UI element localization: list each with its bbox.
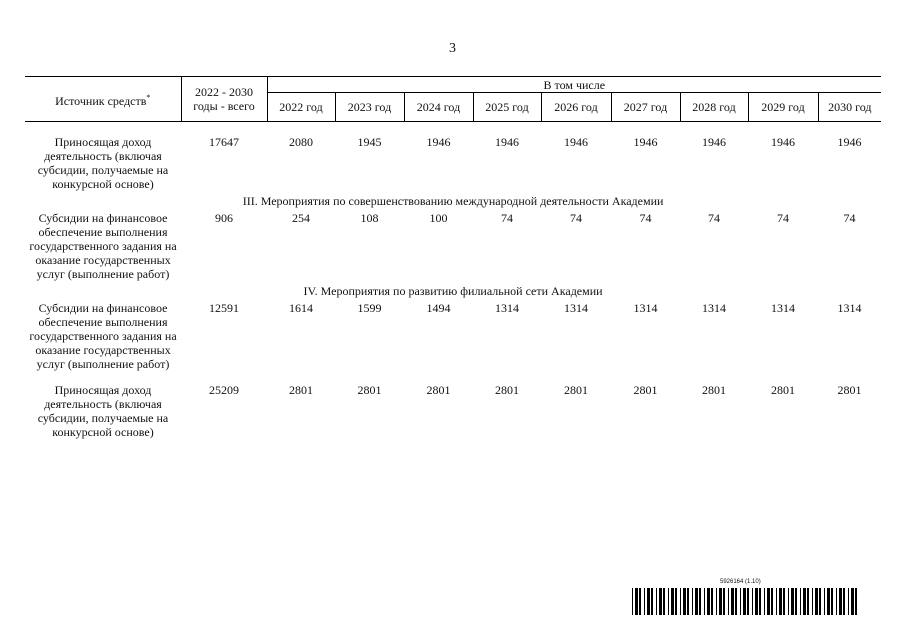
page-number: 3 [449,41,456,56]
row-value: 2801 [633,383,658,397]
header-year: 2026 год [541,93,611,122]
header-group: В том числе [267,77,881,93]
header-total: 2022 - 2030 годы - всего [181,77,267,122]
table-row [25,383,881,439]
barcode-label: 5926164 (1.10) [720,579,761,585]
row-value: 1314 [495,301,519,315]
row-value: 1945 [357,135,382,149]
budget-table [25,76,881,439]
table-row [25,135,881,191]
row-value: 2801 [771,383,795,397]
header-year: 2024 год [404,93,473,122]
row-value: 1946 [702,135,726,149]
row-value: 1946 [495,135,519,149]
row-value: 74 [570,211,582,225]
row-value: 2801 [426,383,451,397]
row-value: 1946 [633,135,658,149]
header-year: 2029 год [748,93,818,122]
row-value: 74 [777,211,789,225]
footnote-mark: * [146,92,151,102]
header-source: Источник средств* [25,77,181,122]
row-value: 1494 [426,301,451,315]
row-value: 1614 [289,301,313,315]
row-source: Субсидии на финансовое обеспечение выполнения государственного задания на оказание государственных услуг (выполнение работ) [29,301,177,371]
row-value: 1314 [702,301,726,315]
row-value: 254 [292,211,310,225]
header-year: 2023 год [335,93,404,122]
section-title-row [25,191,881,211]
row-total: 17647 [209,135,239,149]
section-title: III. Мероприятия по совершенствованию международной деятельности Академии [242,194,664,208]
row-value: 1599 [357,301,382,315]
row-value: 2801 [357,383,382,397]
row-value: 2080 [289,135,313,149]
barcode [632,588,858,615]
row-source: Приносящая доход деятельность (включая субсидии, получаемые на конкурсной основе) [37,135,169,191]
row-value: 2801 [495,383,519,397]
row-value: 74 [843,211,856,225]
row-total: 906 [215,211,233,225]
row-source: Субсидии на финансовое обеспечение выполнения государственного задания на оказание государственных услуг (выполнение работ) [29,211,177,281]
row-value: 74 [639,211,652,225]
header-year: 2030 год [818,93,881,122]
row-value: 2801 [289,383,313,397]
section-title-row [25,281,881,301]
row-value: 1314 [633,301,658,315]
row-value: 2801 [702,383,726,397]
row-value: 2801 [837,383,862,397]
header-year: 2028 год [680,93,748,122]
row-total: 25209 [209,383,239,397]
row-value: 1314 [564,301,588,315]
row-value: 1946 [771,135,795,149]
row-value: 1946 [564,135,588,149]
row-value: 74 [708,211,720,225]
table-row [25,301,881,371]
row-value: 1946 [837,135,862,149]
row-source: Приносящая доход деятельность (включая субсидии, получаемые на конкурсной основе) [37,383,169,439]
header-year: 2025 год [473,93,541,122]
row-value: 100 [429,211,448,225]
row-value: 74 [501,211,513,225]
row-value: 1314 [771,301,795,315]
row-value: 2801 [564,383,588,397]
section-title: IV. Мероприятия по развитию филиальной сети Академии [303,284,603,298]
row-value: 108 [360,211,379,225]
row-value: 1314 [837,301,862,315]
row-total: 12591 [209,301,239,315]
row-value: 1946 [426,135,451,149]
header-year: 2022 год [267,93,335,122]
table-row [25,211,881,281]
header-year: 2027 год [611,93,680,122]
